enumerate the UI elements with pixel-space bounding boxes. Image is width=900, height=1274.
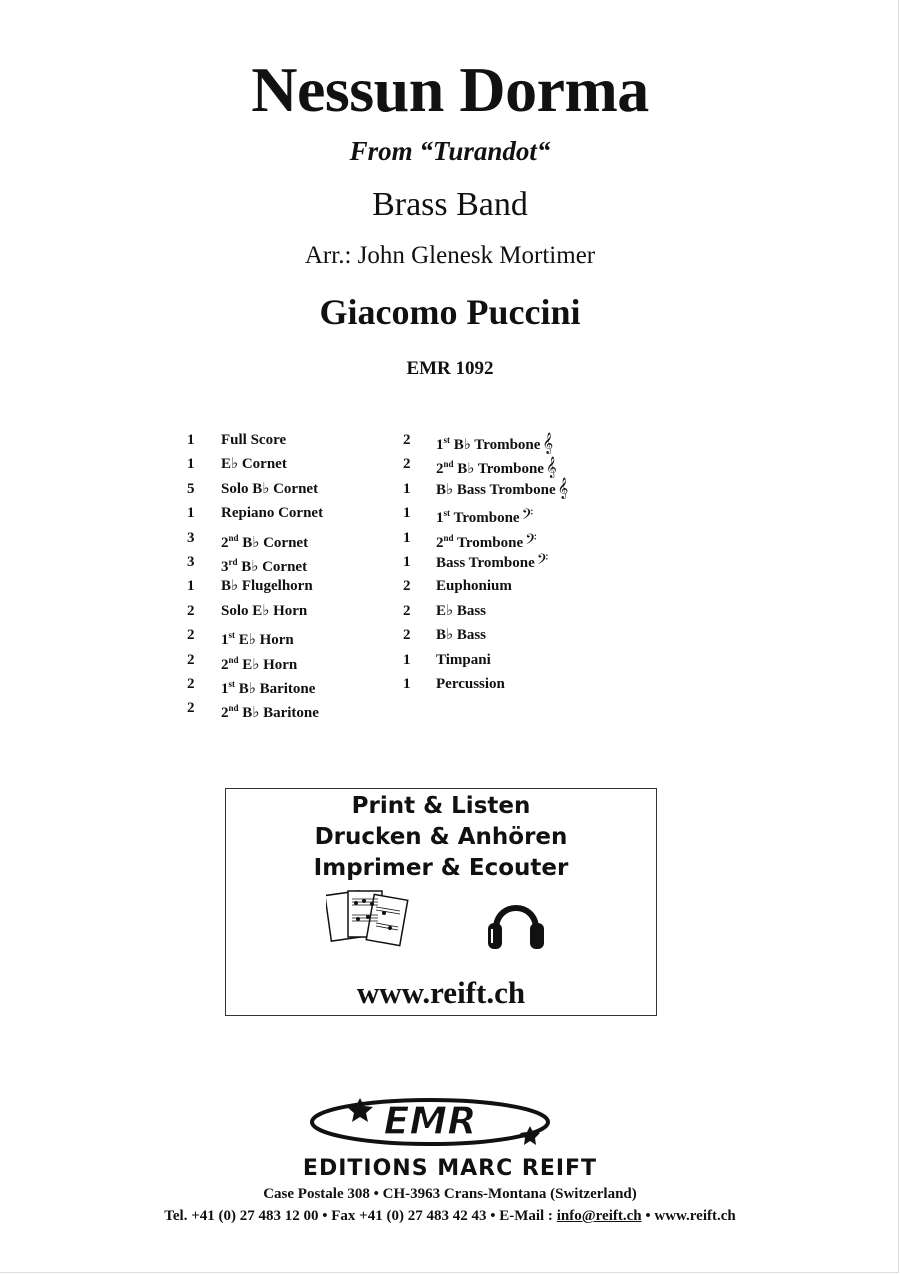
publisher-address: Case Postale 308 • CH-3963 Crans-Montana (Switzerland): [263, 1186, 637, 1202]
part-row: [403, 574, 603, 598]
promo-url[interactable]: www.reift.ch: [356, 975, 526, 1010]
part-name: 3rd B♭ Cornet: [221, 556, 308, 575]
part-quantity: 1: [403, 675, 411, 692]
part-quantity: 1: [187, 578, 195, 595]
part-name: B♭ Flugelhorn: [221, 578, 313, 595]
part-quantity: 1: [403, 529, 411, 546]
part-row: [187, 477, 387, 501]
arranger: Arr.: John Glenesk Mortimer: [304, 242, 596, 269]
part-row: [187, 599, 387, 623]
treble-clef-icon: 𝄞: [542, 433, 554, 454]
part-row: [187, 574, 387, 598]
part-row: [187, 672, 387, 696]
part-row: [187, 623, 387, 647]
promo-icons: [326, 885, 556, 955]
part-row: [403, 477, 603, 501]
subtitle: From “Turandot“: [349, 136, 551, 166]
part-row: [403, 599, 603, 623]
part-quantity: 2: [403, 627, 411, 644]
part-name: 1st B♭ Trombone 𝄞: [436, 433, 554, 454]
part-quantity: 1: [403, 553, 411, 570]
part-name: Solo E♭ Horn: [221, 602, 308, 619]
part-row: [403, 526, 603, 550]
contact-website: • www.reift.ch: [641, 1208, 736, 1224]
part-row: [403, 428, 603, 452]
catalog-number: EMR 1092: [406, 358, 494, 379]
headphones-icon: [488, 908, 544, 949]
part-name: 1st Trombone 𝄢: [436, 506, 534, 528]
part-name: E♭ Cornet: [221, 456, 287, 473]
email-link[interactable]: info@reift.ch: [556, 1208, 642, 1224]
parts-list-left: [187, 428, 387, 721]
part-name: E♭ Bass: [436, 602, 487, 619]
part-quantity: 1: [403, 651, 411, 668]
bass-clef-icon: 𝄢: [536, 550, 549, 572]
part-row: [187, 428, 387, 452]
emr-logo: [300, 1090, 560, 1150]
part-row: [187, 501, 387, 525]
part-name: Percussion: [436, 675, 505, 692]
composer: Giacomo Puccini: [319, 292, 581, 332]
treble-clef-icon: 𝄞: [545, 457, 557, 479]
part-quantity: 2: [403, 578, 411, 595]
part-name: Euphonium: [436, 578, 512, 595]
part-row: [403, 672, 603, 696]
bass-clef-icon: 𝄢: [521, 506, 534, 528]
part-quantity: 3: [187, 553, 195, 570]
part-name: 1st B♭ Baritone: [221, 678, 316, 697]
part-quantity: 2: [187, 675, 195, 692]
part-name: 2nd Trombone 𝄢: [436, 530, 537, 552]
bass-clef-icon: 𝄢: [525, 530, 537, 552]
promo-line-fr: Imprimer & Ecouter: [313, 855, 569, 881]
part-quantity: 2: [403, 602, 411, 619]
treble-clef-icon: 𝄞: [557, 477, 569, 499]
part-quantity: 5: [187, 480, 195, 497]
publisher-contact: [0, 1206, 900, 1226]
part-name: 2nd B♭ Baritone: [221, 703, 319, 722]
part-name: 2nd B♭ Trombone 𝄞: [436, 457, 557, 479]
part-quantity: 1: [187, 432, 195, 448]
part-name: Repiano Cornet: [221, 505, 324, 522]
part-quantity: 1: [187, 456, 195, 473]
part-row: [187, 550, 387, 574]
part-row: [403, 623, 603, 647]
sheet-music-icon: [326, 891, 408, 946]
part-name: B♭ Bass Trombone 𝄞: [436, 477, 569, 499]
part-row: [403, 452, 603, 479]
part-row: [403, 648, 603, 672]
part-name: Full Score: [221, 432, 287, 448]
part-quantity: 2: [187, 627, 195, 644]
part-row: [187, 452, 387, 476]
part-quantity: 1: [187, 505, 195, 522]
part-row: [403, 550, 603, 574]
part-row: [187, 526, 387, 550]
part-quantity: 2: [187, 651, 195, 668]
part-row: [187, 696, 387, 720]
part-name: 2nd B♭ Cornet: [221, 532, 309, 551]
parts-list-right: [403, 428, 603, 696]
page-title: Nessun Dorma: [251, 54, 649, 125]
part-name: Timpani: [436, 651, 491, 668]
part-name: Solo B♭ Cornet: [221, 480, 319, 497]
part-name: B♭ Bass: [436, 627, 487, 644]
promo-line-en: Print & Listen: [351, 793, 531, 819]
part-quantity: 2: [187, 602, 195, 619]
print-listen-box[interactable]: [225, 788, 657, 1016]
part-name: Bass Trombone 𝄢: [436, 550, 549, 572]
part-quantity: 1: [403, 505, 411, 522]
part-quantity: 2: [403, 456, 411, 473]
part-name: 2nd E♭ Horn: [221, 654, 298, 673]
part-name: 1st E♭ Horn: [221, 630, 294, 649]
part-quantity: 2: [187, 700, 195, 717]
ensemble: Brass Band: [372, 186, 528, 223]
publisher-name: EDITIONS MARC REIFT: [302, 1156, 598, 1181]
part-quantity: 3: [187, 529, 195, 546]
part-quantity: 2: [403, 432, 411, 448]
part-quantity: 1: [403, 480, 411, 497]
part-row: [403, 501, 603, 528]
promo-line-de: Drucken & Anhören: [314, 824, 568, 850]
contact-phone-fax: Tel. +41 (0) 27 483 12 00 • Fax +41 (0) 27 483 42 43 • E-Mail :: [164, 1208, 557, 1224]
part-row: [187, 648, 387, 672]
logo-text: EMR: [383, 1099, 477, 1143]
